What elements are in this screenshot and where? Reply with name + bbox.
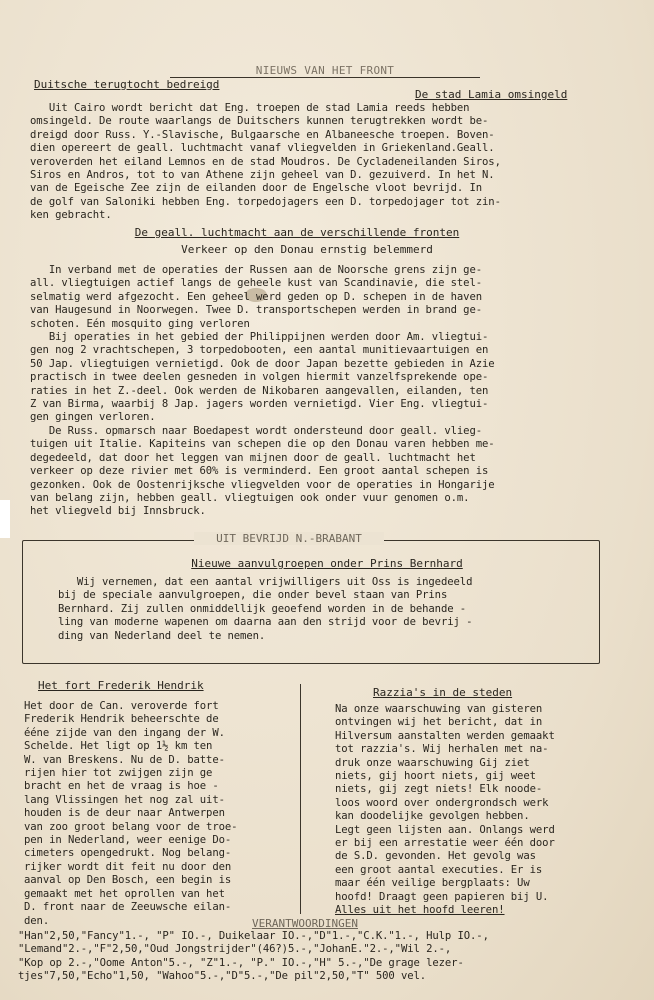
text-line: ling van moderne wapenen om daarna aan den strijd voor de bevrij - [58,616,473,629]
text-line: van zoo groot belang voor de troe- [24,820,238,833]
text-line: ding van Nederland deel te nemen. [58,629,266,642]
text-line: ontvingen wij het bericht, dat in [335,716,543,729]
section2-subtitle: Verkeer op den Donau ernstig belemmerd [181,243,433,256]
text-line: D. front naar de Zeeuwsche eilan- [24,901,232,914]
text-line: niets, gij hoort niets, gij weet [335,770,536,783]
text-line: tuigen uit Italie. Kapiteins van schepen die op den Donau varen hebben me- [30,438,495,451]
text-line: cimeters opengedrukt. Nog belang- [24,847,232,860]
left-headline: Duitsche terugtocht bedreigd [34,78,220,91]
text-line: kan doodelijke gevolgen hebben. [335,810,530,823]
text-line: lang Vlissingen het nog zal uit- [24,793,225,806]
text-line: Bernhard. Zij zullen onmiddellijk geoefend worden in de behande - [58,602,467,615]
text-line: In verband met de operaties der Russen aan de Noorsche grens zijn ge- [30,264,483,276]
column-divider [300,684,301,914]
text-line: bracht en het de vraag is hoe - [24,780,219,793]
section2-body [30,264,616,519]
text-line: selmatig werd afgezocht. Een geheel werd geden op D. schepen in de haven [30,290,483,303]
text-line: ken gebracht. [30,209,112,222]
text-line: rijen hier tot zwijgen zijn ge [24,767,213,780]
left-column-body [24,700,296,928]
footer-title: VERANTWOORDINGEN [252,917,358,930]
text-line: all. vliegtuigen actief langs de geheele kust van Scandinavie, die stel- [30,277,483,290]
text-line: hoofd! Draagt geen papieren bij U. [335,890,549,903]
text-line: schoten. Eén mosquito ging verloren [30,317,250,330]
text-line: gen nog 2 vrachtschepen, 3 torpedobooten, een aantal munitievaartuigen en [30,344,489,357]
text-line: gen gingen verloren. [30,411,156,424]
section2-title: De geall. luchtmacht aan de verschillende fronten [134,226,460,239]
text-line: rijker wordt dit feit nu door den [24,860,232,873]
text-line: verkeer op deze rivier met 60% is verminderd. Een groot aantal schepen is [30,465,489,478]
text-line: raties in het Z.-deel. Ook werden de Nikobaren aangevallen, eilanden, ten [30,384,489,397]
text-line: druk onze waarschuwing Gij ziet [335,756,530,769]
text-line: van Haugesund in Noorwegen. Twee D. transportschepen werden in brand ge- [30,304,483,317]
torn-edge [0,500,10,538]
text-line: een groot aantal executies. Er is [335,863,543,876]
right-column-body [335,703,635,918]
footer-body [18,930,638,984]
text-line: dien opereert de geall. luchtmacht vanaf vliegvelden in Griekenland.Geall. [30,142,495,155]
text-line: tjes"7,50,"Echo"1,50, "Wahoo"5.-,"D"5.-,"De pil"2,50,"T" 500 vel. [18,970,427,983]
left-column-title: Het fort Frederik Hendrik [38,679,204,692]
text-line: houden is de deur naar Antwerpen [24,807,225,820]
text-line: Siros en Andros, tot to van Athene zijn geheel van D. gezuiverd. In het N. [30,169,495,182]
text-line: Z van Birma, waarbij 8 Jap. jagers worden vernietigd. Vier Eng. vliegtui- [30,398,489,411]
text-line: gemaakt met het oprollen van het [24,887,225,900]
text-line: veroverden het eiland Lemnos en de stad Moudros. De Cycladeneilanden Siros, [30,155,501,168]
text-line: De Russ. opmarsch naar Boedapest wordt ondersteund door geall. vlieg- [30,424,483,437]
text-line: gezonken. Ook de Oostenrijksche vliegvelden voor de operaties in Hongarije [30,478,495,491]
text-line: "Kop op 2.-,"Oome Anton"5.-, "Z"1.-, "P." IO.-,"H" 5.-,"De grage lezer- [18,956,464,969]
text-line: "Han"2,50,"Fancy"1.-, "P" IO.-, Duikelaar IO.-,"D"1.-,"C.K."1.-, Hulp IO.-, [18,930,489,942]
text-line: 50 Jap. vliegtuigen vernietigd. Ook de door Japan bezette gebieden in Azie [30,357,495,370]
text-line: Na onze waarschuwing van gisteren [335,703,543,715]
text-line: practisch in twee deelen gesneden in volgen hiermit vanzelfsprekende ope- [30,371,489,384]
text-line: Schelde. Het ligt op 1½ km ten [24,740,213,753]
text-line: de S.D. gevonden. Het gevolg was [335,850,536,863]
text-line: bij de speciale aanvulgroepen, die onder bevel staan van Prins [58,589,448,602]
text-line: Alles uit het hoofd leeren! [335,904,505,917]
text-line: omsingeld. De route waarlangs de Duitschers kunnen terugtrekken wordt be- [30,115,489,128]
text-line: pen in Nederland, weer eenige Do- [24,834,232,847]
right-column-title: Razzia's in de steden [373,686,513,699]
box-title: UIT BEVRIJD N.-BRABANT [194,532,384,545]
text-line: Legt geen lijsten aan. Onlangs werd [335,823,555,836]
text-line: "Lemand"2.-,"F"2,50,"Oud Jongstrijder"(46?)5.-,"JohanE."2.-,"Wil 2.-, [18,943,452,956]
text-line: de golf van Saloniki hebben Eng. torpedojagers een D. torpedojager tot zin- [30,195,501,208]
masthead: NIEUWS VAN HET FRONT [170,64,480,78]
text-line: Wij vernemen, dat een aantal vrijwilligers uit Oss is ingedeeld [58,576,473,588]
text-line: het vliegveld bij Innsbruck. [30,505,206,518]
text-line: degedeeld, dat door het leggen van mijnen door de geall. luchtmacht het [30,451,476,464]
text-line: Het door de Can. veroverde fort [24,700,219,712]
text-line: W. van Breskens. Nu de D. batte- [24,753,225,766]
box-subtitle: Nieuwe aanvulgroepen onder Prins Bernhard [191,557,463,570]
text-line: den. [24,914,50,927]
text-line: van de Egeische Zee zijn de eilanden door de Engelsche vloot bevrijd. In [30,182,483,195]
text-line: Frederik Hendrik beheerschte de [24,713,219,726]
text-line: maar één veilige bergplaats: Uw [335,877,530,890]
right-headline: De stad Lamia omsingeld [415,88,568,101]
section1-body [30,102,616,223]
text-line: dreigd door Russ. Y.-Slavische, Bulgaarsche en Albaneesche troepen. Boven- [30,128,495,141]
text-line: Hilversum aanstalten werden gemaakt [335,729,555,742]
box-body [58,576,598,643]
text-line: niets, gij zegt niets! Elk noode- [335,783,543,796]
text-line: er bij een arrestatie weer één door [335,837,555,850]
text-line: Uit Cairo wordt bericht dat Eng. troepen de stad Lamia reeds hebben [30,102,470,114]
text-line: loos woord over ondergrondsch werk [335,796,549,809]
text-line: tot razzia's. Wij herhalen met na- [335,743,549,756]
text-line: ééne zijde van den ingang der W. [24,726,225,739]
text-line: Bij operaties in het gebied der Philippijnen werden door Am. vliegtui- [30,331,489,344]
text-line: van belang zijn, hebben geall. vliegtuigen ook onder vuur genomen o.m. [30,491,470,504]
text-line: aanval op Den Bosch, een begin is [24,874,232,887]
